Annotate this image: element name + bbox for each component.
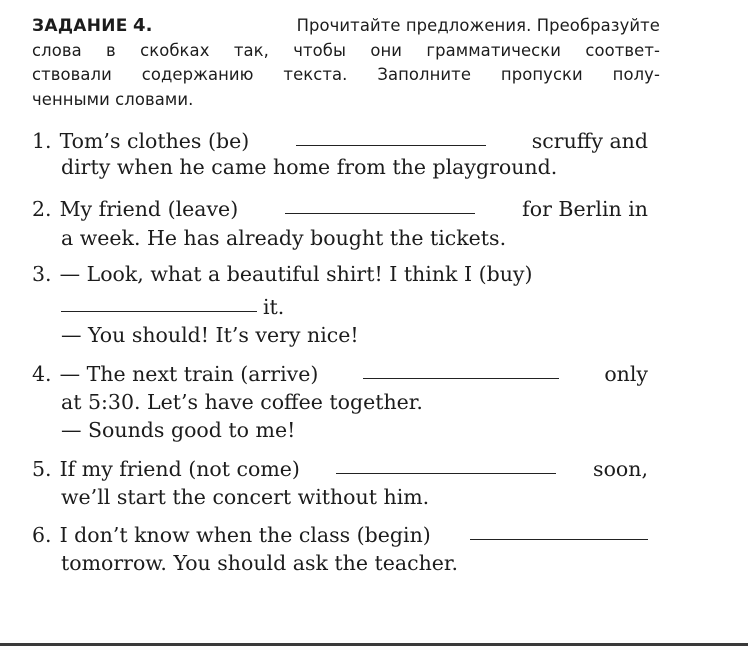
item-5-line-2 [61, 484, 429, 510]
item-1-line-2 [61, 154, 557, 180]
item-5-line-1 [32, 456, 648, 482]
item-1-text-line-2: dirty when he came home from the playground. [61, 155, 558, 179]
item-2-line-2 [61, 225, 506, 251]
item-3-line-3 [61, 322, 359, 348]
task-label: ЗАДАНИЕ [32, 16, 128, 36]
item-3-answer-blank[interactable] [61, 310, 257, 312]
item-4-text-a: — The next train (arrive) [59, 362, 319, 386]
item-4-text-b: only [604, 362, 648, 386]
instructions-line-1 [32, 14, 660, 39]
item-5-answer-blank[interactable] [336, 472, 556, 474]
item-4-number: 4. [32, 362, 52, 386]
item-3-text-line-3: — You should! It’s very nice! [61, 323, 359, 347]
item-2-text-line-2: a week. He has already bought the tickets. [61, 226, 507, 250]
item-6-text-line-2: tomorrow. You should ask the teacher. [61, 551, 458, 575]
item-1-text-a: Tom’s clothes (be) [59, 129, 250, 153]
item-4-line-3 [61, 417, 295, 443]
item-3-number: 3. [32, 262, 52, 286]
item-5-text-a: If my friend (not come) [59, 457, 300, 481]
task-instructions [32, 14, 660, 112]
task-heading [32, 14, 159, 39]
item-3-line-2 [61, 294, 284, 320]
item-5-text-b: soon, [593, 457, 648, 481]
item-3-text-line-2: it. [263, 295, 285, 319]
task-number: 4. [133, 15, 153, 36]
item-3-line-1 [32, 261, 648, 287]
item-6-text-a: I don’t know when the class (begin) [59, 523, 431, 547]
item-4-line-2 [61, 389, 423, 415]
item-1-text-b: scruffy and [531, 129, 648, 153]
item-2-number: 2. [32, 197, 52, 221]
item-5-number: 5. [32, 457, 52, 481]
item-1-number: 1. [32, 129, 52, 153]
item-6-number: 6. [32, 523, 52, 547]
item-5-text-line-2: we’ll start the concert without him. [61, 485, 430, 509]
item-2-text-a: My friend (leave) [59, 197, 239, 221]
item-6-line-1 [32, 522, 648, 548]
item-6-answer-blank[interactable] [470, 538, 648, 540]
item-6-line-2 [61, 550, 458, 576]
item-2-text-b: for Berlin in [522, 197, 648, 221]
instructions-line-3: ствовали содержанию текста. Заполните пропуски полу- [32, 65, 660, 84]
item-2-answer-blank[interactable] [285, 212, 475, 214]
item-4-text-line-2: at 5:30. Let’s have coffee together. [61, 390, 423, 414]
instructions-line-4: ченными словами. [32, 89, 194, 109]
instructions-text-1: Прочитайте предложения. Преобразуйте [296, 16, 660, 35]
page-bottom-edge [0, 643, 748, 646]
instructions-line-2: слова в скобках так, чтобы они грамматически соответ- [32, 40, 660, 60]
item-1-line-1 [32, 128, 648, 154]
item-4-line-1 [32, 361, 648, 387]
item-2-line-1 [32, 196, 648, 222]
item-1-answer-blank[interactable] [296, 144, 486, 146]
item-3-text-line-1: — Look, what a beautiful shirt! I think I (buy) [59, 262, 533, 286]
item-4-text-line-3: — Sounds good to me! [61, 418, 296, 442]
item-4-answer-blank[interactable] [363, 377, 559, 379]
